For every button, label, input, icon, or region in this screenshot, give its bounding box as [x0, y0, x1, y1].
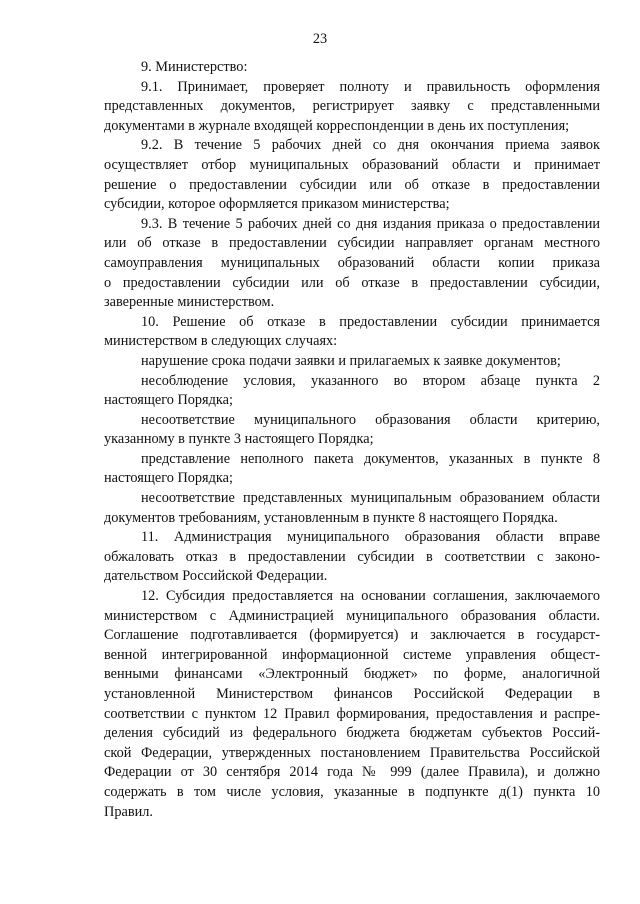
- text-line: осуществляет отбор муниципальных образований области и принимает: [104, 156, 600, 173]
- paragraph-p10a: [104, 352, 600, 372]
- text-line: субсидии, которое оформляется приказом министерства;: [104, 196, 450, 213]
- text-line: дательством Российской Федерации.: [104, 568, 328, 585]
- paragraph-p91: [104, 78, 600, 137]
- text-line: представление неполного пакета документов, указанных в пункте 8: [141, 450, 600, 467]
- section-heading: 9. Министерство:: [141, 59, 248, 75]
- text-line: 9.2. В течение 5 рабочих дней со дня окончания приема заявок: [141, 137, 600, 154]
- text-line: или об отказе в предоставлении субсидии направляет органам местного: [104, 235, 600, 252]
- paragraph-p10b: [104, 372, 600, 411]
- text-line: 9.1. Принимает, проверяет полноту и правильность оформления: [141, 78, 600, 95]
- text-line: деления субсидий из федерального бюджета бюджетам субъектов Россий-: [104, 725, 600, 742]
- text-line: указанному в пункте 3 настоящего Порядка;: [104, 431, 374, 448]
- text-line: Соглашение подготавливается (формируется) и заключается в государст-: [104, 627, 600, 644]
- text-line: министерством в следующих случаях:: [104, 333, 338, 350]
- paragraph-p11: [104, 528, 600, 587]
- text-line: обжаловать отказ в предоставлении субсидии в соответствии с законо-: [104, 548, 600, 565]
- paragraph-p12: [104, 587, 600, 822]
- text-line: документов требованиям, установленным в пункте 8 настоящего Порядка.: [104, 509, 558, 526]
- text-line: 9.3. В течение 5 рабочих дней со дня издания приказа о предоставлении: [141, 215, 600, 232]
- text-line: заверенные министерством.: [104, 294, 275, 311]
- text-line: настоящего Порядка;: [104, 392, 233, 409]
- text-line: венными финансами «Электронный бюджет» по форме, аналогичной: [104, 666, 600, 683]
- paragraph-p10: [104, 313, 600, 352]
- text-line: о предоставлении субсидии или об отказе в предоставлении субсидии,: [104, 274, 600, 291]
- text-line: самоуправления муниципальных образований области копии приказа: [104, 254, 600, 271]
- text-line: несоблюдение условия, указанного во втором абзаце пункта 2: [141, 372, 600, 389]
- page-number: 23: [312, 31, 328, 47]
- text-line: несоответствие представленных муниципальным образованием области: [141, 490, 600, 507]
- text-line: настоящего Порядка;: [104, 470, 233, 487]
- text-line: 12. Субсидия предоставляется на основании соглашения, заключаемого: [141, 588, 600, 605]
- text-line: министерством с Администрацией муниципального образования области.: [104, 607, 600, 624]
- text-line: документами в журнале входящей корреспонденции в день их поступления;: [104, 117, 570, 134]
- text-line: Федерации от 30 сентября 2014 года № 999 (далее Правила), и должно: [104, 764, 600, 781]
- paragraph-p10e: [104, 489, 600, 528]
- text-line: венной интегрированной информационной системе управления общест-: [104, 646, 600, 663]
- text-line: несоответствие муниципального образования области критерию,: [141, 411, 600, 428]
- text-line: 11. Администрация муниципального образования области вправе: [141, 529, 600, 546]
- paragraph-p93: [104, 215, 600, 313]
- text-line: ской Федерации, утвержденных постановлением Правительства Российской: [104, 744, 600, 761]
- text-line: установленной Министерством финансов Российской Федерации в: [104, 686, 600, 702]
- text-line: содержать в том числе условия, указанные в подпункте д(1) пункта 10: [104, 783, 600, 800]
- text-line: представленных документов, регистрирует заявку с представленными: [104, 98, 600, 115]
- document-body: [104, 58, 600, 822]
- text-line: нарушение срока подачи заявки и прилагаемых к заявке документов;: [141, 352, 561, 369]
- paragraph-p10c: [104, 411, 600, 450]
- text-line: соответствии с пунктом 12 Правил формирования, предоставления и распре-: [104, 705, 600, 722]
- text-line: решение о предоставлении субсидии или об отказе в предоставлении: [104, 176, 600, 193]
- paragraph-p10d: [104, 450, 600, 489]
- paragraph-p92: [104, 136, 600, 214]
- text-line: 10. Решение об отказе в предоставлении субсидии принимается: [141, 313, 600, 330]
- text-line: Правил.: [104, 803, 153, 820]
